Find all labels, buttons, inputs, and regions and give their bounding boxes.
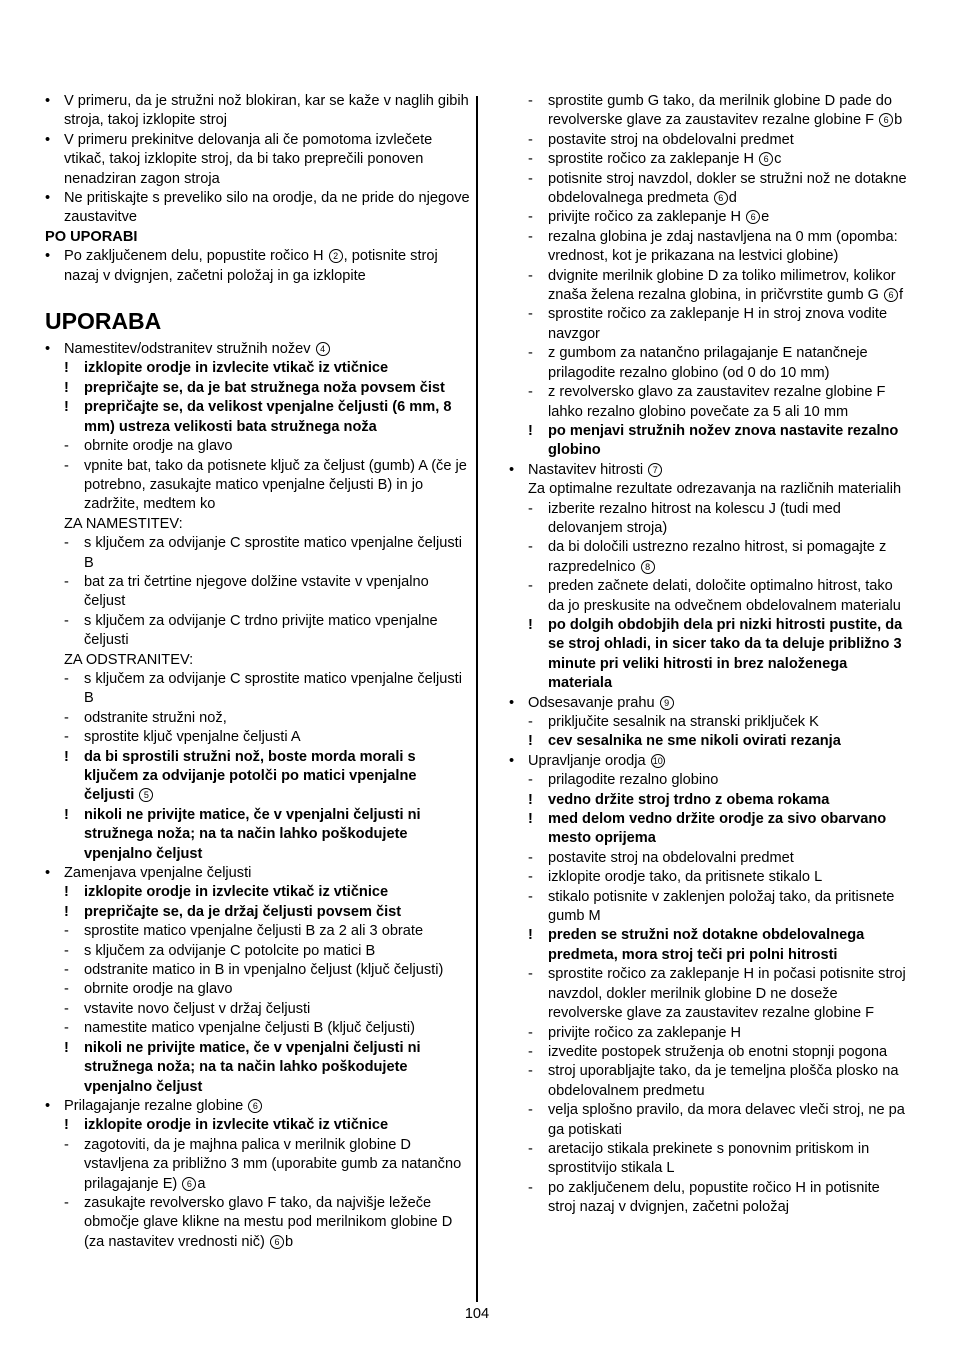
item-text: z gumbom za natančno prilagajanje E natančneje prilagodite rezalno globino (od 0 do 10 mm) (548, 345, 868, 381)
item-text: vedno držite stroj trdno z obema rokama (548, 791, 830, 808)
bullet-marker: • (509, 752, 515, 769)
item-text: vstavite novo čeljust v držaj čeljusti (84, 1000, 311, 1017)
step-item (45, 922, 470, 941)
text-line (45, 515, 470, 534)
figure-reference: 6 (182, 1177, 196, 1191)
item-text: zasukajte revolversko glavo F tako, da najvišje ležeče območje glave klikne na mestu pod merilnikom globine D (za nastavitev vrednosti nič) (84, 1194, 453, 1250)
item-text: priključite sesalnik na stranski priključek K (548, 714, 819, 730)
dash-marker: - (64, 535, 69, 552)
subheading: PO UPORABI (45, 228, 138, 245)
dash-marker: - (528, 170, 533, 187)
dash-marker: - (528, 1179, 533, 1196)
warning-item (45, 398, 470, 437)
bullet-item (45, 92, 470, 131)
dash-marker: - (528, 131, 533, 148)
item-text: postavite stroj na obdelovalni predmet (548, 849, 794, 866)
item-text: nikoli ne privijte matice, če v vpenjalni čeljusti ni stružnega noža; na ta način lahko poškodujete vpenjalno čeljust (84, 1039, 421, 1095)
figure-reference: 2 (329, 249, 343, 263)
dash-marker: - (528, 849, 533, 866)
item-text: Zamenjava vpenjalne čeljusti (64, 865, 252, 882)
warning-item (45, 359, 470, 378)
step-item (45, 1194, 470, 1252)
item-text: obrnite orodje na glavo (84, 438, 233, 455)
dash-marker: - (64, 1194, 69, 1211)
figure-reference: 6 (248, 1099, 262, 1113)
step-item (509, 344, 911, 383)
item-text: Ne pritiskajte s preveliko silo na orodje, da ne pride do njegove zaustavitve (64, 190, 470, 226)
dash-marker: - (528, 1043, 533, 1060)
item-text: s ključem za odvijanje C sprostite matico vpenjalne čeljusti B (84, 535, 462, 571)
step-item (509, 1140, 911, 1179)
step-item (509, 228, 911, 267)
figure-reference: 8 (641, 560, 655, 574)
bullet-item (509, 752, 911, 771)
step-item (45, 942, 470, 961)
item-text: izberite rezalno hitrost na kolescu J (tudi med delovanjem stroja) (548, 500, 841, 536)
step-item (509, 383, 911, 422)
item-suffix: a (197, 1175, 206, 1192)
warn-marker: ! (64, 1039, 69, 1056)
figure-reference: 6 (884, 288, 898, 302)
item-text: prilagodite rezalno globino (548, 772, 719, 789)
bullet-marker: • (45, 341, 51, 358)
item-text: potisnite stroj navzdol, dokler se stružni nož ne dotakne obdelovalnega predmeta (548, 170, 907, 207)
warn-marker: ! (64, 884, 69, 901)
dash-marker: - (64, 438, 69, 455)
item-text: izklopite orodje in izvlecite vtikač iz vtičnice (84, 1117, 389, 1134)
bullet-item (45, 189, 470, 228)
dash-marker: - (528, 772, 533, 789)
item-text: da bi določili ustrezno rezalno hitrost, si pomagajte z razpredelnico (548, 539, 887, 575)
item-text: aretacijo stikala prekinete s ponovnim pritiskom in sprostitvijo stikala L (548, 1140, 870, 1177)
dash-marker: - (64, 962, 69, 979)
item-text: ZA NAMESTITEV: (64, 515, 183, 532)
item-text: zagotoviti, da je majhna palica v merilnik globine D vstavljena za približno 3 mm (uporabite gumb za natančno prilagajanje E) (84, 1136, 462, 1192)
figure-reference: 6 (746, 210, 760, 224)
step-item (509, 267, 911, 306)
dash-marker: - (64, 612, 69, 629)
warning-item (509, 926, 911, 965)
dash-marker: - (528, 267, 533, 284)
figure-reference: 10 (652, 755, 663, 766)
item-text: med delom vedno držite orodje za sivo obarvano mesto oprijema (548, 811, 887, 847)
warn-marker: ! (528, 616, 533, 633)
step-item (509, 965, 911, 1023)
step-item (45, 437, 470, 456)
page-number: 104 (464, 1306, 490, 1322)
figure-reference: 4 (316, 342, 330, 356)
dash-marker: - (528, 228, 533, 245)
column-divider (476, 96, 478, 1302)
step-item (509, 713, 911, 732)
warning-item (45, 883, 470, 902)
step-item (45, 457, 470, 515)
step-item (45, 961, 470, 980)
step-item (45, 573, 470, 612)
step-item (509, 888, 911, 927)
dash-marker: - (64, 923, 69, 940)
item-text: nikoli ne privijte matice, če v vpenjalni čeljusti ni stružnega noža; na ta način lahko poškodujete vpenjalno čeljust (84, 806, 421, 862)
item-text: privijte ročico za zaklepanje H (548, 1024, 742, 1041)
item-text: izklopite orodje in izvlecite vtikač iz vtičnice (84, 884, 389, 901)
item-text: sprostite matico vpenjalne čeljusti B za 2 ali 3 obrate (84, 923, 424, 940)
item-text: bat za tri četrtine njegove dolžine vstavite v vpenjalno čeljust (84, 573, 429, 610)
dash-marker: - (64, 729, 69, 746)
item-text: s ključem za odvijanje C trdno privijte matico vpenjalne čeljusti (84, 612, 438, 649)
item-text: sprostite gumb G tako, da merilnik globine D pade do revolverske glave za zaustavitev rezalne globine F (548, 93, 892, 129)
dash-marker: - (528, 966, 533, 983)
item-text: Nastavitev hitrosti (528, 461, 644, 478)
item-text: izvedite postopek struženja ob enotni stopnji pogona (548, 1043, 888, 1060)
dash-marker: - (528, 93, 533, 109)
step-item (509, 1179, 911, 1218)
warn-marker: ! (64, 903, 69, 920)
item-text: Namestitev/odstranitev stružnih nožev (64, 341, 311, 358)
item-text: po dolgih obdobjih dela pri nizki hitrosti pustite, da se stroj ohladi, in sicer tako da ta deluje približno 3 minute pri veliki hitrosti in brez naloženega materiala (548, 616, 903, 692)
item-text: Upravljanje orodja (528, 752, 646, 769)
dash-marker: - (64, 573, 69, 590)
warn-marker: ! (528, 927, 533, 944)
dash-marker: - (528, 1140, 533, 1157)
item-suffix: e (761, 209, 770, 226)
figure-reference: 6 (759, 152, 773, 166)
step-item (45, 1136, 470, 1194)
item-suffix: f (899, 287, 904, 304)
step-item (45, 1019, 470, 1038)
dash-marker: - (64, 1000, 69, 1017)
dash-marker: - (528, 384, 533, 401)
figure-reference: 9 (660, 696, 674, 710)
item-text: izklopite orodje in izvlecite vtikač iz vtičnice (84, 360, 389, 377)
warning-item (45, 748, 470, 806)
item-text: dvignite merilnik globine D za toliko milimetrov, kolikor znaša želena rezalna globina, in pričvrstite gumb G (548, 267, 896, 304)
bullet-marker: • (45, 131, 51, 148)
item-text: Za optimalne rezultate odrezavanja na različnih materialih (528, 481, 902, 498)
bullet-item (45, 1097, 470, 1116)
warn-marker: ! (64, 806, 69, 823)
item-text: z revolversko glavo za zaustavitev rezalne globine F lahko rezalno globino povečate za 5 ali 10 mm (548, 384, 886, 420)
dash-marker: - (528, 888, 533, 905)
item-text: odstranite stružni nož, (84, 709, 227, 726)
dash-marker: - (528, 539, 533, 556)
item-text: obrnite orodje na glavo (84, 981, 233, 998)
dash-marker: - (64, 1020, 69, 1037)
bullet-marker: • (45, 248, 51, 265)
dash-marker: - (64, 670, 69, 687)
warning-item (509, 616, 911, 694)
dash-marker: - (528, 306, 533, 323)
step-item (45, 612, 470, 651)
item-text: s ključem za odvijanje C potolcite po matici B (84, 942, 376, 959)
dash-marker: - (64, 709, 69, 726)
step-item (509, 1101, 911, 1140)
item-text: stikalo potisnite v zaklenjen položaj tako, da pritisnete gumb M (548, 888, 895, 925)
step-item (45, 728, 470, 747)
warn-marker: ! (528, 811, 533, 828)
dash-marker: - (528, 345, 533, 362)
item-text: po menjavi stružnih nožev znova nastavite rezalno globino (548, 422, 899, 459)
dash-marker: - (528, 1063, 533, 1080)
step-item (45, 1000, 470, 1019)
figure-reference: 6 (879, 113, 893, 127)
bullet-item (45, 340, 470, 359)
item-text: rezalna globina je zdaj nastavljena na 0 mm (opomba: vrednost, kot je prikazana na lestvici globine) (548, 228, 898, 265)
item-text: vpnite bat, tako da potisnete ključ za čeljust (gumb) A (če je potrebno, zasukajte matico vpenjalne čeljusti B) in jo zadržite, medtem ko (84, 457, 467, 513)
figure-reference: 6 (714, 191, 728, 205)
item-text: prepričajte se, da je držaj čeljusti povsem čist (84, 903, 402, 920)
step-item (509, 305, 911, 344)
warning-item (45, 806, 470, 864)
item-text: ZA ODSTRANITEV: (64, 651, 194, 668)
bullet-item (45, 131, 470, 189)
step-item (509, 92, 911, 131)
step-item (509, 849, 911, 868)
right-column (509, 92, 911, 1218)
step-item (509, 538, 911, 577)
warn-marker: ! (64, 360, 69, 377)
warn-marker: ! (64, 748, 69, 765)
warn-marker: ! (528, 791, 533, 808)
item-text: Odsesavanje prahu (528, 694, 655, 711)
bullet-item (509, 461, 911, 480)
dash-marker: - (528, 578, 533, 595)
bullet-marker: • (45, 93, 51, 109)
warn-marker: ! (528, 422, 533, 439)
item-text: postavite stroj na obdelovalni predmet (548, 131, 794, 148)
item-text: V primeru, da je stružni nož blokiran, kar se kaže v naglih gibih stroja, takoj izklopite stroj (64, 93, 469, 129)
section-title: UPORABA (45, 308, 162, 335)
step-item (509, 131, 911, 150)
item-text: sprostite ročico za zaklepanje H in počasi potisnite stroj navzdol, dokler merilnik globine D ne doseže revolverske glave za zaustavitev rezalne globine F (548, 966, 906, 1022)
bullet-item (45, 864, 470, 883)
warning-item (45, 1039, 470, 1097)
item-text: stroj uporabljajte tako, da je temeljna plošča plosko na obdelovalnem predmetu (548, 1063, 899, 1099)
step-item (509, 208, 911, 227)
text-line (509, 480, 911, 499)
warning-item (509, 422, 911, 461)
bullet-marker: • (509, 694, 515, 711)
bullet-item (509, 694, 911, 713)
item-text: odstranite matico in B in vpenjalno čeljust (ključ čeljusti) (84, 962, 444, 979)
item-text: preden začnete delati, določite optimalno hitrost, tako da jo preskusite na odvečnem obdelovalnem materialu (548, 578, 901, 614)
warning-item (509, 810, 911, 849)
item-text: izklopite orodje tako, da pritisnete stikalo L (548, 869, 823, 886)
dash-marker: - (528, 714, 533, 730)
step-item (509, 1062, 911, 1101)
item-suffix: b (284, 1233, 294, 1250)
step-item (509, 577, 911, 616)
dash-marker: - (528, 1102, 533, 1119)
step-item (45, 670, 470, 709)
item-suffix: b (894, 112, 903, 129)
step-item (509, 150, 911, 169)
step-item (509, 1024, 911, 1043)
warning-item (45, 379, 470, 398)
bullet-item (45, 247, 470, 286)
warn-marker: ! (64, 1117, 69, 1134)
bullet-marker: • (45, 190, 51, 207)
item-suffix: , potisnite stroj nazaj v dvignjen, začetni položaj in ga izklopite (64, 248, 438, 284)
item-text: prepričajte se, da je bat stružnega noža povsem čist (84, 379, 445, 396)
item-text: da bi sprostili stružni nož, boste morda morali s ključem za odvijanje potolči po matici vpenjalne čeljusti (84, 748, 417, 804)
item-text: cev sesalnika ne sme nikoli ovirati rezanja (548, 733, 841, 750)
item-text: velja splošno pravilo, da mora delavec vleči stroj, ne pa ga potiskati (548, 1102, 905, 1138)
warning-item (45, 903, 470, 922)
item-text: preden se stružni nož dotakne obdelovalnega predmeta, mora stroj teči pri polni hitrosti (548, 927, 865, 963)
item-suffix: d (728, 190, 737, 207)
dash-marker: - (64, 1136, 69, 1153)
item-suffix: c (774, 151, 782, 168)
warn-marker: ! (64, 379, 69, 396)
figure-reference: 6 (270, 1235, 284, 1249)
step-item (509, 500, 911, 539)
item-text: s ključem za odvijanje C sprostite matico vpenjalne čeljusti B (84, 670, 462, 707)
dash-marker: - (64, 981, 69, 998)
item-text: Po zaključenem delu, popustite ročico H (64, 248, 324, 265)
dash-marker: - (64, 942, 69, 959)
warn-marker: ! (64, 399, 69, 416)
step-item (509, 771, 911, 790)
figure-reference: 7 (648, 463, 662, 477)
bullet-marker: • (509, 461, 515, 478)
step-item (509, 868, 911, 887)
item-text: namestite matico vpenjalne čeljusti B (ključ čeljusti) (84, 1020, 415, 1037)
dash-marker: - (528, 869, 533, 886)
dash-marker: - (528, 209, 533, 226)
dash-marker: - (528, 151, 533, 168)
bullet-marker: • (45, 865, 51, 882)
step-item (45, 709, 470, 728)
item-text: privijte ročico za zaklepanje H (548, 209, 742, 226)
step-item (509, 170, 911, 209)
item-text: Prilagajanje rezalne globine (64, 1097, 244, 1114)
text-line (45, 651, 470, 670)
step-item (45, 534, 470, 573)
step-item (45, 980, 470, 999)
warning-item (509, 732, 911, 751)
item-text: po zaključenem delu, popustite ročico H in potisnite stroj nazaj v dvignjen, začetni položaj (548, 1179, 880, 1216)
item-text: V primeru prekinitve delovanja ali če pomotoma izvlečete vtikač, takoj izklopite stroj, da bi tako preprečili ponoven nenadziran zagon stroja (64, 131, 433, 187)
item-text: sprostite ročico za zaklepanje H in stroj znova vodite navzgor (548, 306, 888, 342)
warning-item (45, 1116, 470, 1135)
warn-marker: ! (528, 733, 533, 750)
step-item (509, 1043, 911, 1062)
warning-item (509, 791, 911, 810)
item-text: sprostite ključ vpenjalne čeljusti A (84, 729, 301, 746)
left-column (45, 92, 470, 1252)
item-text: sprostite ročico za zaklepanje H (548, 151, 755, 168)
dash-marker: - (528, 500, 533, 517)
dash-marker: - (528, 1024, 533, 1041)
dash-marker: - (64, 457, 69, 474)
figure-reference: 5 (139, 788, 153, 802)
bullet-marker: • (45, 1097, 51, 1114)
item-text: prepričajte se, da velikost vpenjalne čeljusti (6 mm, 8 mm) ustreza velikosti bata stružnega noža (84, 399, 452, 435)
